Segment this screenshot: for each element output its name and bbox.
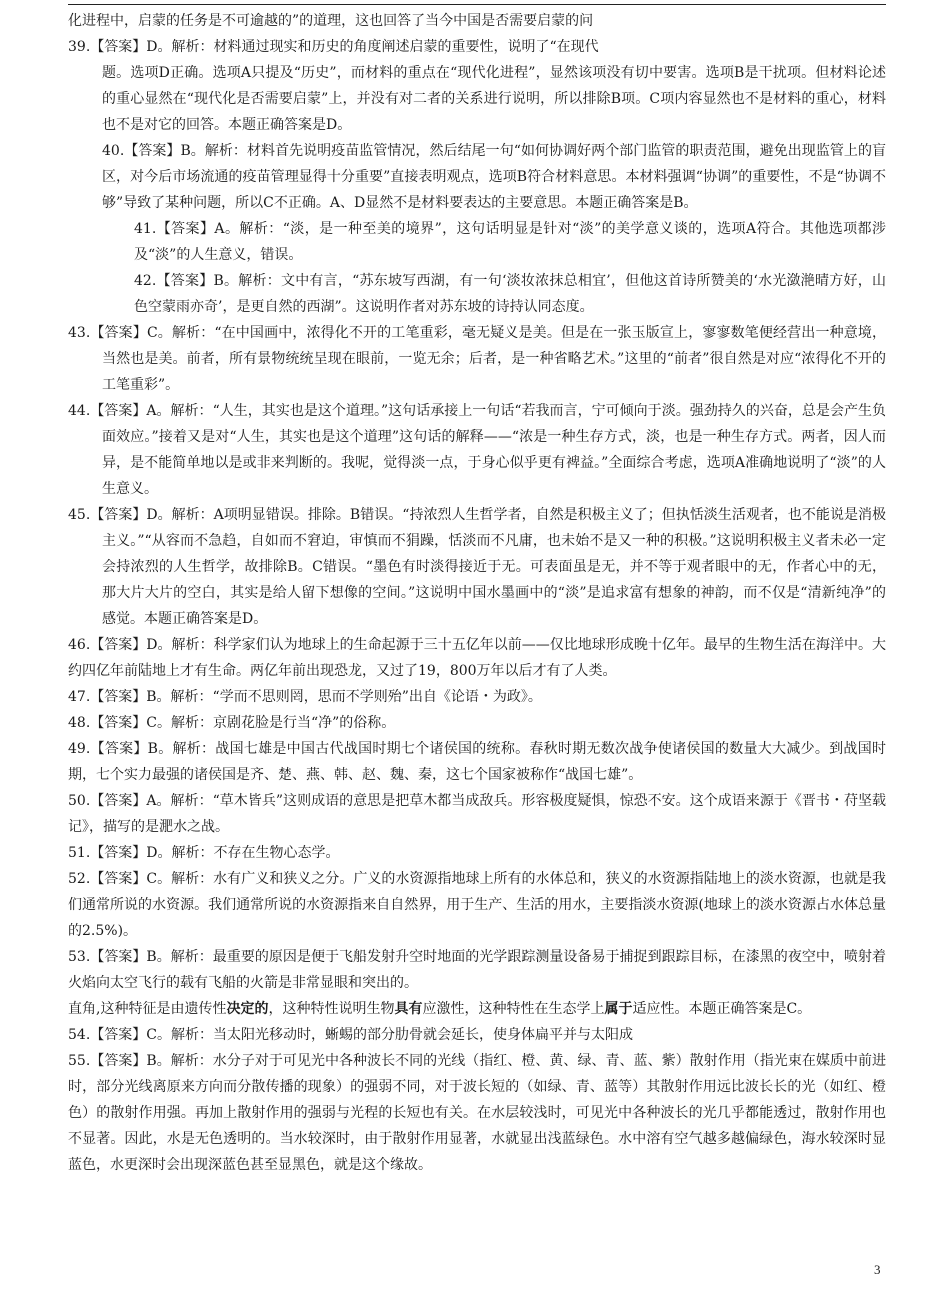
bold-term-1: 决定的 xyxy=(226,1001,269,1017)
answer-45: 45.【答案】D。解析：A项明显错误。排除。B错误。“持浓烈人生哲学者，自然是积极主义了；但执恬淡生活观者，也不能说是消极主义。”“从容而不急趋，自如而不窘迫，审慎而不狷躁，恬淡而不凡庸，也未始不是又一种的积极。”这说明积极主义者未必一定会持浓烈的人生哲学，故排除B。C错误。“墨色有时淡得接近于无。可表面虽是无，并不等于观者眼中的无，作者心中的无，那大片大片的空白，其实是给人留下想像的空间。”这说明中国水墨画中的“淡”是追求富有想象的神韵，而不仅是“清新纯净”的感觉。本题正确答案是D。 xyxy=(68,507,886,627)
answer-46: 46.【答案】D。解析：科学家们认为地球上的生命起源于三十五亿年以前——仅比地球形成晚十亿年。最早的生物生活在海洋中。大约四亿年前陆地上才有生命。两亿年前出现恐龙，又过了19，800万年以后才有了人类。 xyxy=(68,637,886,679)
mixed-text-4: 适应性。本题正确答案是C。 xyxy=(632,1001,812,1017)
line-continuation: 化进程中，启蒙的任务是不可逾越的”的道理，这也回答了当今中国是否需要启蒙的问 xyxy=(68,13,594,29)
answer-41: 41.【答案】A。解析：“淡，是一种至美的境界”，这句话明显是针对“淡”的美学意义谈的，选项A符合。其他选项都涉及“淡”的人生意义，错误。 xyxy=(134,221,886,263)
answer-50: 50.【答案】A。解析：“草木皆兵”这则成语的意思是把草木都当成敌兵。形容极度疑惧，惊恐不安。这个成语来源于《晋书・苻坚载记》，描写的是淝水之战。 xyxy=(68,793,886,835)
answer-43: 43.【答案】C。解析：“在中国画中，浓得化不开的工笔重彩，毫无疑义是美。但是在一张玉版宣上，寥寥数笔便经营出一种意境，当然也是美。前者，所有景物统统呈现在眼前，一览无余；后者，是一种省略艺术。”这里的“前者”很自然是对应“浓得化不开的工笔重彩”。 xyxy=(68,325,886,393)
answer-48: 48.【答案】C。解析：京剧花脸是行当“净”的俗称。 xyxy=(68,715,396,731)
top-rule xyxy=(68,4,886,5)
answer-54: 54.【答案】C。解析：当太阳光移动时，蜥蜴的部分肋骨就会延长，使身体扁平并与太阳成 xyxy=(68,1027,633,1043)
answer-39-body: 题。选项D正确。选项A只提及“历史”，而材料的重点在“现代化进程”，显然该项没有切中要害。选项B是干扰项。但材料论述的重心显然在“现代化是否需要启蒙”上，并没有对二者的关系进行说明，所以排除B项。C项内容显然也不是材料的重心，材料也不是对它的回答。本题正确答案是D。 xyxy=(102,65,886,133)
bold-term-2: 具有 xyxy=(394,1001,423,1017)
bold-term-3: 属于 xyxy=(604,1001,633,1017)
stray-mixed-paragraph xyxy=(68,996,886,1022)
answer-51: 51.【答案】D。解析：不存在生物心态学。 xyxy=(68,845,340,861)
mixed-text-2: ，这种特性说明生物 xyxy=(268,1001,395,1017)
mixed-text-3: 应激性，这种特性在生态学上 xyxy=(422,1001,605,1017)
answer-40: 40.【答案】B。解析：材料首先说明疫苗监管情况，然后结尾一句“如何协调好两个部门监管的职责范围，避免出现监管上的盲区，对今后市场流通的疫苗管理显得十分重要”直接表明观点，选项B符合材料意思。本材料强调“协调”的重要性，不是“协调不够”导致了某种问题，所以C不正确。A、D显然不是材料要表达的主要意思。本题正确答案是B。 xyxy=(102,143,886,211)
answer-52: 52.【答案】C。解析：水有广义和狭义之分。广义的水资源指地球上所有的水体总和，狭义的水资源指陆地上的淡水资源，也就是我们通常所说的水资源。我们通常所说的水资源指来自自然界，用于生产、生活的用水，主要指淡水资源(地球上的淡水资源占水体总量的2.5%)。 xyxy=(68,871,886,939)
mixed-text-1: 直角,这种特征是由遗传性 xyxy=(68,1001,227,1017)
page-number: 3 xyxy=(874,1262,881,1277)
answer-39-head: 39.【答案】D。解析：材料通过现实和历史的角度阐述启蒙的重要性，说明了“在现代 xyxy=(68,39,599,55)
answer-42: 42.【答案】B。解析：文中有言，“苏东坡写西湖，有一句‘淡妆浓抹总相宜’，但他这首诗所赞美的‘水光潋滟晴方好，山色空蒙雨亦奇’，是更自然的西湖”。这说明作者对苏东坡的诗持认同态度。 xyxy=(134,273,886,315)
answer-text-body xyxy=(68,8,886,1178)
answer-53: 53.【答案】B。解析：最重要的原因是便于飞船发射升空时地面的光学跟踪测量设备易于捕捉到跟踪目标，在漆黑的夜空中，喷射着火焰向太空飞行的载有飞船的火箭是非常显眼和突出的。 xyxy=(68,949,886,991)
answer-44: 44.【答案】A。解析：“人生，其实也是这个道理。”这句话承接上一句话“若我而言，宁可倾向于淡。强劲持久的兴奋，总是会产生负面效应。”接着又是对“人生，其实也是这个道理”这句话的解释——“浓是一种生存方式，淡，也是一种生存方式。两者，因人而异，是不能简单地以是或非来判断的。我呢，觉得淡一点，于身心似乎更有裨益。”全面综合考虑，选项A准确地说明了“淡”的人生意义。 xyxy=(68,403,886,497)
answer-47: 47.【答案】B。解析：“学而不思则罔，思而不学则殆”出自《论语・为政》。 xyxy=(68,689,542,705)
answer-55: 55.【答案】B。解析：水分子对于可见光中各种波长不同的光线（指红、橙、黄、绿、青、蓝、紫）散射作用（指光束在媒质中前进时，部分光线离原来方向而分散传播的现象）的强弱不同，对于波长短的（如绿、青、蓝等）其散射作用远比波长长的光（如红、橙色）的散射作用强。再加上散射作用的强弱与光程的长短也有关。在水层较浅时，可见光中各种波长的光几乎都能透过，散射作用也不显著。因此，水是无色透明的。当水较深时，由于散射作用显著，水就显出浅蓝绿色。水中溶有空气越多越偏绿色，海水较深时显蓝色，水更深时会出现深蓝色甚至显黑色，就是这个缘故。 xyxy=(68,1053,886,1173)
answer-49: 49.【答案】B。解析：战国七雄是中国古代战国时期七个诸侯国的统称。春秋时期无数次战争使诸侯国的数量大大减少。到战国时期，七个实力最强的诸侯国是齐、楚、燕、韩、赵、魏、秦，这七个国家被称作“战国七雄”。 xyxy=(68,741,886,783)
